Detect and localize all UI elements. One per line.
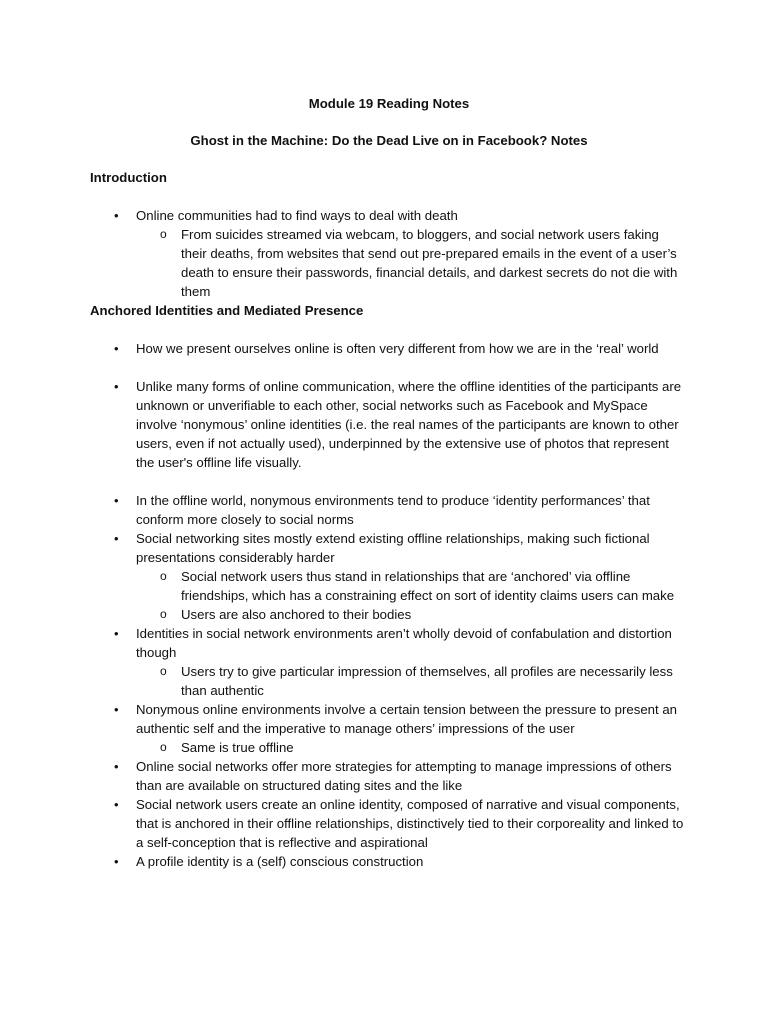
list-item-text: How we present ourselves online is often very different from how we are in the ‘real’ world <box>136 341 659 356</box>
list-item <box>90 700 688 757</box>
bullet-icon: • <box>114 493 119 508</box>
list-item <box>90 377 688 472</box>
bullet-icon: • <box>114 626 119 641</box>
list-item <box>90 529 688 624</box>
list-item <box>90 795 688 852</box>
bullet-list <box>90 339 688 358</box>
bullet-icon: • <box>114 341 119 356</box>
spacer <box>90 472 688 491</box>
list-item-text: In the offline world, nonymous environments tend to produce ‘identity performances’ that conform more closely to social norms <box>136 493 650 527</box>
sub-list-item-text: Same is true offline <box>181 740 294 755</box>
list-item-text: Online communities had to find ways to deal with death <box>136 208 458 223</box>
sub-list-item <box>136 662 688 700</box>
bullet-icon: • <box>114 208 119 223</box>
sub-bullet-list <box>136 738 688 757</box>
bullet-icon: • <box>114 531 119 546</box>
spacer <box>90 320 688 339</box>
document-subtitle: Ghost in the Machine: Do the Dead Live on in Facebook? Notes <box>190 133 588 148</box>
list-item-text: Social networking sites mostly extend existing offline relationships, making such fictional presentations considerably harder <box>136 531 650 565</box>
section-heading-introduction: Introduction <box>90 170 167 185</box>
list-item <box>90 491 688 529</box>
bullet-list <box>90 377 688 472</box>
sub-bullet-list <box>136 567 688 624</box>
list-item-text: Nonymous online environments involve a certain tension between the pressure to present an authentic self and the imperative to manage others’ impressions of the user <box>136 702 678 736</box>
bullet-icon: • <box>114 379 119 394</box>
sub-bullet-list <box>136 225 688 301</box>
sub-bullet-icon: o <box>160 569 167 583</box>
sub-list-item-text: Users are also anchored to their bodies <box>181 607 412 622</box>
spacer <box>90 358 688 377</box>
bullet-list <box>90 206 688 301</box>
sub-list-item-text: Users try to give particular impression of themselves, all profiles are necessarily less than authentic <box>181 664 673 698</box>
bullet-icon: • <box>114 797 119 812</box>
list-item-text: Identities in social network environments aren’t wholly devoid of confabulation and distortion though <box>136 626 672 660</box>
sub-bullet-icon: o <box>160 664 167 678</box>
sub-list-item <box>136 567 688 605</box>
list-item <box>90 757 688 795</box>
sub-list-item <box>136 738 688 757</box>
list-item-text: Social network users create an online identity, composed of narrative and visual components, that is anchored in their offline relationships, distinctively tied to their corporeality and linked to a self-conception that is reflective and aspirational <box>136 797 684 850</box>
list-item <box>90 339 688 358</box>
list-item <box>90 624 688 700</box>
bullet-icon: • <box>114 702 119 717</box>
spacer <box>90 187 688 206</box>
sub-bullet-icon: o <box>160 740 167 754</box>
list-item-text: Online social networks offer more strategies for attempting to manage impressions of others than are available on structured dating sites and the like <box>136 759 672 793</box>
sub-bullet-icon: o <box>160 607 167 621</box>
bullet-list <box>90 491 688 871</box>
sub-list-item <box>136 605 688 624</box>
list-item <box>90 852 688 871</box>
list-item-text: Unlike many forms of online communication, where the offline identities of the participants are unknown or unverifiable to each other, social networks such as Facebook and MySpace involve ‘nonymous’ online identities (i.e. the real names of the participants are known to other users, even if not actually used), underpinned by the extensive use of photos that represent the user's offline life visually. <box>136 379 682 470</box>
document-title: Module 19 Reading Notes <box>308 96 470 111</box>
list-item-text: A profile identity is a (self) conscious construction <box>136 854 424 869</box>
section-heading-anchored-identities: Anchored Identities and Mediated Presence <box>90 303 364 318</box>
sub-list-item <box>136 225 688 301</box>
bullet-icon: • <box>114 759 119 774</box>
sub-list-item-text: Social network users thus stand in relationships that are ‘anchored’ via offline friendships, which has a constraining effect on sort of identity claims users can make <box>181 569 675 603</box>
list-item <box>90 206 688 301</box>
sub-bullet-list <box>136 662 688 700</box>
bullet-icon: • <box>114 854 119 869</box>
sub-bullet-icon: o <box>160 227 167 241</box>
sub-list-item-text: From suicides streamed via webcam, to bloggers, and social network users faking their deaths, from websites that send out pre-prepared emails in the event of a user’s death to ensure their passwords, financial details, and darkest secrets do not die with them <box>181 227 678 299</box>
